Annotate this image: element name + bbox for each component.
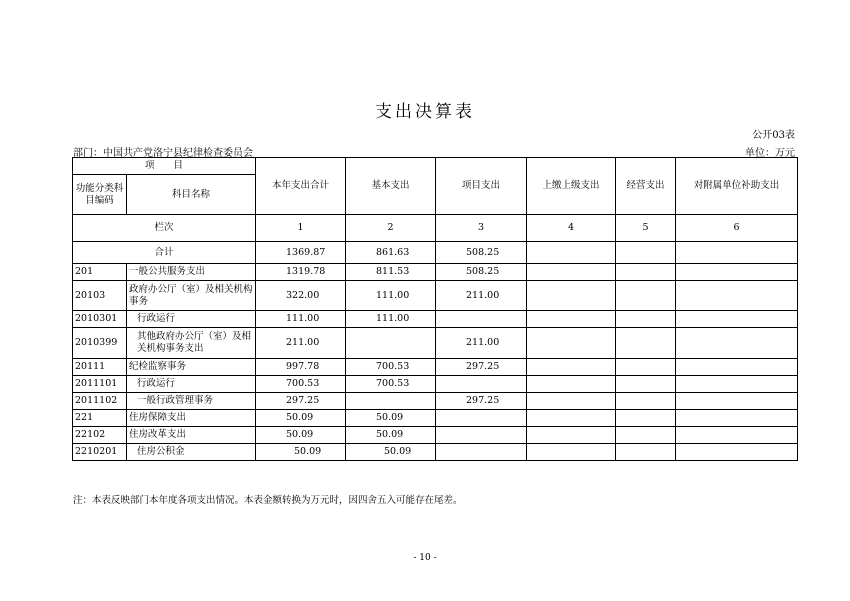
- row-code: 22102: [73, 427, 127, 444]
- row-name: 其他政府办公厅（室）及相关机构事务支出: [127, 328, 256, 359]
- table-row: [73, 376, 798, 393]
- header-code: 功能分类科目编码: [73, 175, 127, 215]
- row-basic: [346, 328, 436, 359]
- row-basic: 111.00: [346, 281, 436, 311]
- row-name: 住房保障支出: [127, 410, 256, 427]
- row-total: 211.00: [256, 328, 346, 359]
- row-project: 297.25: [436, 393, 527, 410]
- header-subsidy: 对附属单位补助支出: [676, 158, 798, 215]
- row-total: 50.09: [256, 410, 346, 427]
- header-business: 经营支出: [616, 158, 676, 215]
- row-basic: 50.09: [346, 444, 436, 461]
- row-name: 政府办公厅（室）及相关机构事务: [127, 281, 256, 311]
- form-number: 公开03表: [752, 130, 795, 141]
- table-row: [73, 281, 798, 311]
- row-name: 一般公共服务支出: [127, 264, 256, 281]
- header-name: 科目名称: [127, 175, 256, 215]
- department-label: 部门：中国共产党洛宁县纪律检查委员会: [73, 148, 253, 159]
- row-total: 700.53: [256, 376, 346, 393]
- row-name: 行政运行: [127, 376, 256, 393]
- total-row: [73, 242, 798, 264]
- table-row: [73, 264, 798, 281]
- column-index-label: 栏次: [73, 215, 256, 242]
- row-project: 211.00: [436, 328, 527, 359]
- row-name: 住房改革支出: [127, 427, 256, 444]
- row-total: 50.09: [256, 444, 346, 461]
- table-row: [73, 393, 798, 410]
- total-label: 合计: [73, 242, 256, 264]
- unit-label: 单位：万元: [745, 148, 795, 159]
- row-total: 1319.78: [256, 264, 346, 281]
- row-code: 20103: [73, 281, 127, 311]
- header-project: 项目支出: [436, 158, 527, 215]
- row-name: 一般行政管理事务: [127, 393, 256, 410]
- row-name: 行政运行: [127, 311, 256, 328]
- column-index-4: 4: [527, 215, 616, 242]
- total-sum: 1369.87: [256, 242, 346, 264]
- total-basic: 861.63: [346, 242, 436, 264]
- row-code: 2010399: [73, 328, 127, 359]
- row-total: 50.09: [256, 427, 346, 444]
- row-project: 297.25: [436, 359, 527, 376]
- row-basic: 811.53: [346, 264, 436, 281]
- table-note: 注：本表反映部门本年度各项支出情况。本表金额转换为万元时，因四舍五入可能存在尾差。: [73, 495, 463, 506]
- row-total: 997.78: [256, 359, 346, 376]
- row-project: [436, 410, 527, 427]
- header-total: 本年支出合计: [256, 158, 346, 215]
- row-code: 2011101: [73, 376, 127, 393]
- row-code: 20111: [73, 359, 127, 376]
- column-index-3: 3: [436, 215, 527, 242]
- row-basic: 111.00: [346, 311, 436, 328]
- column-index-2: 2: [346, 215, 436, 242]
- table-row: [73, 328, 798, 359]
- table-row: [73, 410, 798, 427]
- column-index-1: 1: [256, 215, 346, 242]
- row-code: 2210201: [73, 444, 127, 461]
- header-basic: 基本支出: [346, 158, 436, 215]
- row-project: [436, 376, 527, 393]
- total-business: [616, 242, 676, 264]
- column-index-5: 5: [616, 215, 676, 242]
- table-row: [73, 427, 798, 444]
- row-project: 211.00: [436, 281, 527, 311]
- row-basic: 700.53: [346, 359, 436, 376]
- row-code: 221: [73, 410, 127, 427]
- row-name: 住房公积金: [127, 444, 256, 461]
- page-title: 支出决算表: [375, 102, 475, 122]
- row-project: [436, 311, 527, 328]
- row-basic: 50.09: [346, 410, 436, 427]
- row-code: 2011102: [73, 393, 127, 410]
- header-upper: 上缴上级支出: [527, 158, 616, 215]
- total-subsidy: [676, 242, 798, 264]
- row-project: [436, 444, 527, 461]
- column-index-row: [73, 215, 798, 242]
- row-name: 纪检监察事务: [127, 359, 256, 376]
- total-project: 508.25: [436, 242, 527, 264]
- header-row-1: [73, 158, 798, 175]
- table-row: [73, 311, 798, 328]
- table-row: [73, 359, 798, 376]
- page-number: - 10 -: [413, 553, 437, 563]
- table-row: [73, 444, 798, 461]
- row-total: 297.25: [256, 393, 346, 410]
- row-code: 2010301: [73, 311, 127, 328]
- header-item: 项 目: [73, 158, 256, 175]
- row-code: 201: [73, 264, 127, 281]
- row-basic: [346, 393, 436, 410]
- total-upper: [527, 242, 616, 264]
- column-index-6: 6: [676, 215, 798, 242]
- row-basic: 50.09: [346, 427, 436, 444]
- expenditure-table: [72, 157, 798, 461]
- row-basic: 700.53: [346, 376, 436, 393]
- row-total: 111.00: [256, 311, 346, 328]
- row-total: 322.00: [256, 281, 346, 311]
- row-project: 508.25: [436, 264, 527, 281]
- row-project: [436, 427, 527, 444]
